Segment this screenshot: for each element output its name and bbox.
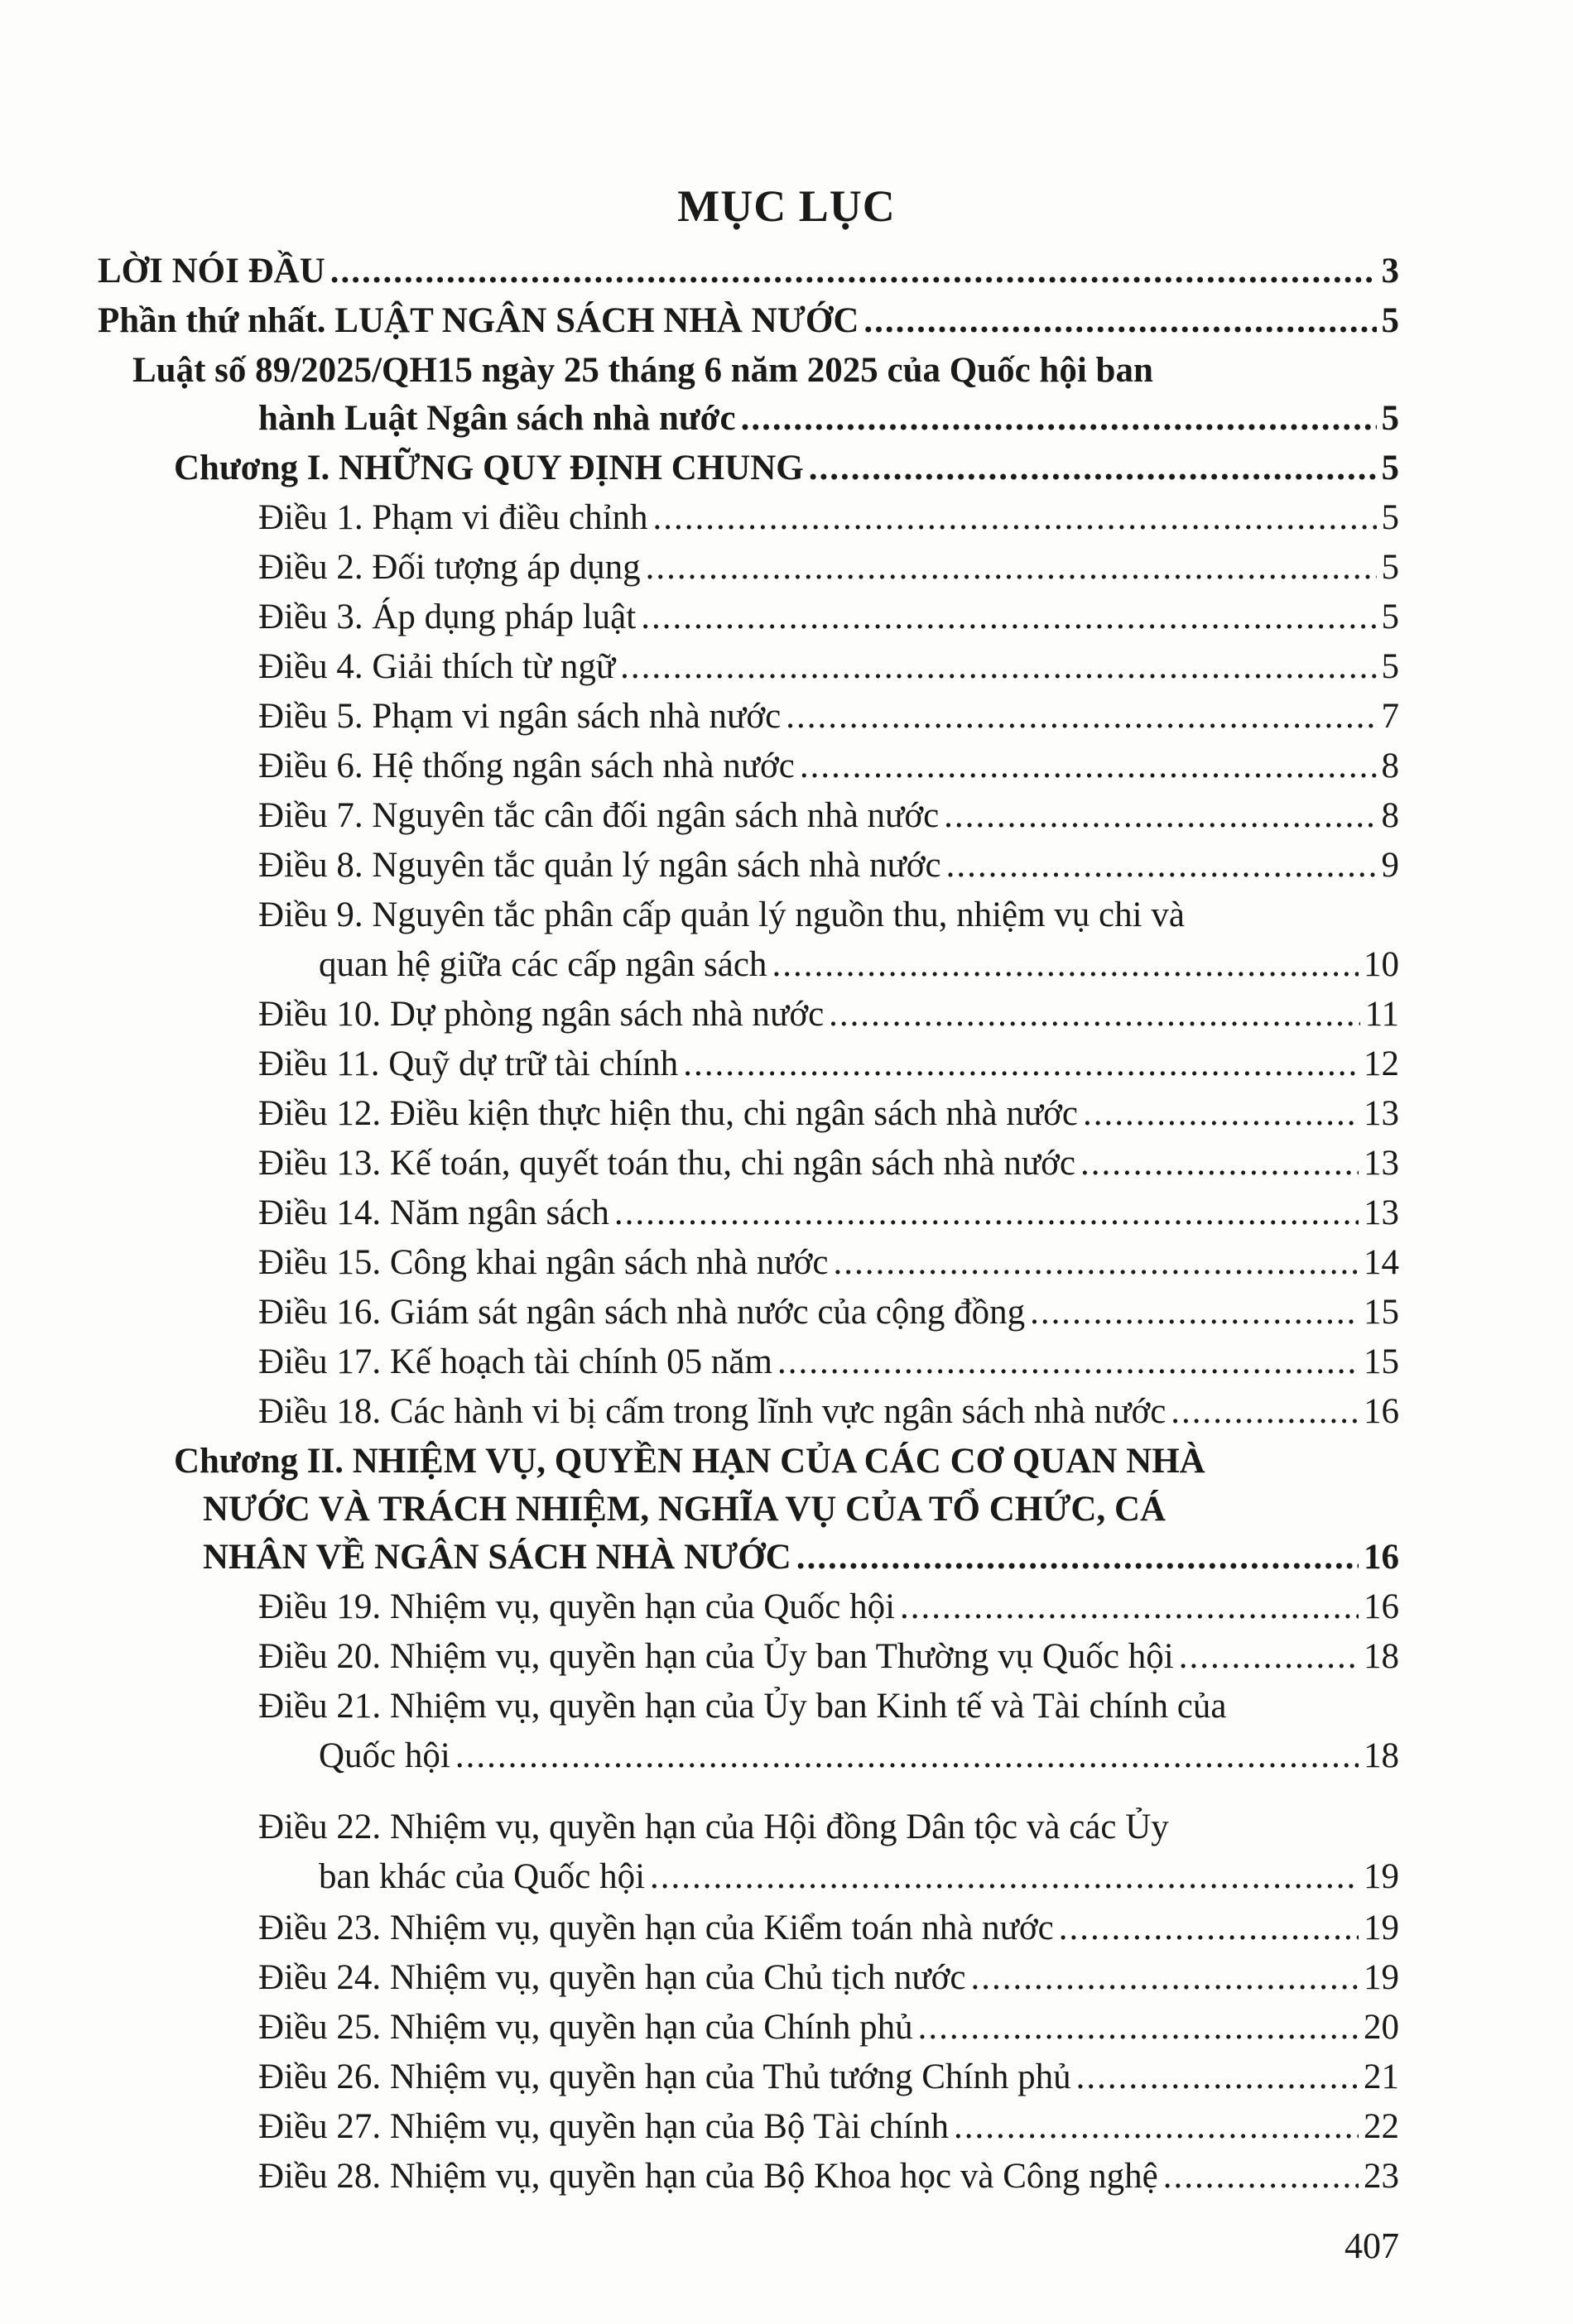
leader-dots <box>954 2104 1359 2150</box>
toc-entry-page: 18 <box>1364 1736 1399 1775</box>
toc-entry-chapter-2-line1: Chương II. NHIỆM VỤ, QUYỀN HẠN CỦA CÁC CƠ QUAN NHÀ <box>174 1442 1205 1481</box>
toc-entry-law-line1: Luật số 89/2025/QH15 ngày 25 tháng 6 năm 2025 của Quốc hội ban <box>132 351 1153 390</box>
leader-dots <box>330 248 1377 295</box>
toc-entry-text: quan hệ giữa các cấp ngân sách <box>319 945 767 984</box>
toc-entry-page: 5 <box>1381 399 1399 438</box>
toc-entry-text: Điều 18. Các hành vi bị cấm trong lĩnh vực ngân sách nhà nước <box>258 1392 1167 1431</box>
toc-entry-text: Điều 17. Kế hoạch tài chính 05 năm <box>258 1342 772 1381</box>
toc-entry-page: 8 <box>1381 796 1399 835</box>
toc-entry-article-28 <box>258 2154 1399 2200</box>
toc-entry-page: 5 <box>1381 598 1399 636</box>
toc-entry-page: 13 <box>1364 1193 1399 1232</box>
leader-dots <box>946 843 1377 889</box>
leader-dots <box>772 942 1359 988</box>
toc-entry-page: 7 <box>1381 697 1399 736</box>
leader-dots <box>971 1955 1359 2001</box>
toc-entry-text: LỜI NÓI ĐẦU <box>98 252 325 290</box>
leader-dots <box>1030 1289 1359 1336</box>
toc-entry-text: hành Luật Ngân sách nhà nước <box>258 399 736 438</box>
toc-entry-page: 14 <box>1364 1243 1399 1282</box>
toc-entry-text: Điều 13. Kế toán, quyết toán thu, chi ngân sách nhà nước <box>258 1144 1076 1183</box>
toc-entry-text: Điều 23. Nhiệm vụ, quyền hạn của Kiểm toán nhà nước <box>258 1909 1054 1947</box>
toc-entry-article-3 <box>258 594 1399 641</box>
leader-dots <box>786 694 1376 740</box>
toc-entry-text: Phần thứ nhất. LUẬT NGÂN SÁCH NHÀ NƯỚC <box>98 301 859 340</box>
toc-entry-page: 21 <box>1364 2058 1399 2096</box>
toc-entry-article-4 <box>258 644 1399 690</box>
toc-entry-page: 5 <box>1381 647 1399 686</box>
toc-entry-article-19 <box>258 1584 1399 1630</box>
toc-entry-chapter-2-line2: NƯỚC VÀ TRÁCH NHIỆM, NGHĨA VỤ CỦA TỔ CHỨC, CÁ <box>203 1490 1167 1529</box>
leader-dots <box>641 594 1376 641</box>
toc-entry-preface <box>98 248 1399 295</box>
toc-entry-article-22-line1: Điều 22. Nhiệm vụ, quyền hạn của Hội đồng Dân tộc và các Ủy <box>258 1808 1169 1846</box>
toc-entry-text: Điều 19. Nhiệm vụ, quyền hạn của Quốc hội <box>258 1587 896 1626</box>
toc-entry-text: Điều 1. Phạm vi điều chỉnh <box>258 498 648 537</box>
leader-dots <box>809 445 1377 492</box>
toc-entry-page: 23 <box>1364 2157 1399 2196</box>
leader-dots <box>944 793 1376 839</box>
toc-entry-page: 13 <box>1364 1094 1399 1133</box>
toc-entry-article-1 <box>258 495 1399 541</box>
toc-entry-page: 15 <box>1364 1342 1399 1381</box>
toc-entry-page: 16 <box>1364 1587 1399 1626</box>
toc-entry-page: 16 <box>1364 1538 1399 1577</box>
toc-entry-page: 5 <box>1381 548 1399 587</box>
toc-entry-article-16 <box>258 1289 1399 1336</box>
toc-entry-text: Điều 26. Nhiệm vụ, quyền hạn của Thủ tướng Chính phủ <box>258 2058 1071 2096</box>
toc-entry-text: Điều 7. Nguyên tắc cân đối ngân sách nhà nước <box>258 796 940 835</box>
toc-entry-article-9 <box>319 942 1399 988</box>
toc-entry-article-10 <box>258 992 1399 1038</box>
toc-entry-page: 5 <box>1381 498 1399 537</box>
toc-entry-article-5 <box>258 694 1399 740</box>
toc-entry-article-13 <box>258 1140 1399 1187</box>
toc-entry-page: 19 <box>1364 1958 1399 1997</box>
toc-entry-text: Điều 28. Nhiệm vụ, quyền hạn của Bộ Khoa học và Công nghệ <box>258 2157 1158 2196</box>
toc-entry-article-7 <box>258 793 1399 839</box>
toc-entry-part-one <box>98 298 1399 344</box>
toc-entry-article-27 <box>258 2104 1399 2150</box>
toc-entry-page: 20 <box>1364 2008 1399 2047</box>
leader-dots <box>1171 1389 1359 1435</box>
toc-entry-chapter-1 <box>174 445 1399 492</box>
leader-dots <box>1059 1905 1359 1952</box>
leader-dots <box>683 1041 1359 1088</box>
toc-entry-page: 18 <box>1364 1637 1399 1676</box>
leader-dots <box>741 396 1377 442</box>
toc-entry-text: Chương I. NHỮNG QUY ĐỊNH CHUNG <box>174 449 804 487</box>
toc-entry-article-11 <box>258 1041 1399 1088</box>
toc-entry-page: 9 <box>1381 846 1399 885</box>
toc-entry-page: 11 <box>1364 995 1399 1034</box>
toc-entry-text: Điều 4. Giải thích từ ngữ <box>258 647 616 686</box>
toc-entry-text: Quốc hội <box>319 1736 450 1775</box>
toc-entry-page: 8 <box>1381 747 1399 785</box>
toc-entry-page: 19 <box>1364 1857 1399 1896</box>
toc-entry-article-15 <box>258 1240 1399 1286</box>
toc-entry-article-2 <box>258 545 1399 591</box>
toc-entry-text: Điều 16. Giám sát ngân sách nhà nước của cộng đồng <box>258 1293 1026 1332</box>
toc-entry-law <box>258 396 1399 442</box>
toc-entry-page: 12 <box>1364 1044 1399 1083</box>
leader-dots <box>1083 1091 1359 1137</box>
toc-entry-text: Điều 27. Nhiệm vụ, quyền hạn của Bộ Tài chính <box>258 2107 949 2146</box>
toc-entry-article-22 <box>319 1854 1399 1900</box>
toc-entry-article-24 <box>258 1955 1399 2001</box>
leader-dots <box>650 1854 1359 1900</box>
leader-dots <box>800 743 1377 790</box>
leader-dots <box>918 2005 1359 2051</box>
leader-dots <box>1076 2054 1359 2101</box>
toc-entry-article-26 <box>258 2054 1399 2101</box>
toc-entry-article-17 <box>258 1339 1399 1385</box>
toc-entry-page: 13 <box>1364 1144 1399 1183</box>
toc-entry-text: Điều 10. Dự phòng ngân sách nhà nước <box>258 995 825 1034</box>
toc-entry-article-12 <box>258 1091 1399 1137</box>
toc-entry-article-8 <box>258 843 1399 889</box>
toc-entry-page: 10 <box>1364 945 1399 984</box>
toc-entry-text: Điều 2. Đối tượng áp dụng <box>258 548 641 587</box>
toc-entry-page: 19 <box>1364 1909 1399 1947</box>
leader-dots <box>1163 2154 1359 2200</box>
toc-entry-text: NHÂN VỀ NGÂN SÁCH NHÀ NƯỚC <box>203 1538 791 1577</box>
toc-entry-text: Điều 8. Nguyên tắc quản lý ngân sách nhà nước <box>258 846 941 885</box>
toc-entry-text: Điều 6. Hệ thống ngân sách nhà nước <box>258 747 795 785</box>
toc-entry-text: Điều 25. Nhiệm vụ, quyền hạn của Chính phủ <box>258 2008 913 2047</box>
page-title: MỤC LỤC <box>677 181 896 231</box>
toc-entry-text: Điều 5. Phạm vi ngân sách nhà nước <box>258 697 782 736</box>
toc-entry-article-21-line1: Điều 21. Nhiệm vụ, quyền hạn của Ủy ban Kinh tế và Tài chính của <box>258 1687 1227 1726</box>
leader-dots <box>796 1534 1359 1581</box>
leader-dots <box>620 644 1376 690</box>
page-number: 407 <box>1345 2226 1399 2266</box>
toc-entry-article-20 <box>258 1634 1399 1680</box>
toc-entry-text: Điều 3. Áp dụng pháp luật <box>258 598 637 636</box>
leader-dots <box>653 495 1377 541</box>
leader-dots <box>646 545 1377 591</box>
toc-entry-text: Điều 14. Năm ngân sách <box>258 1193 609 1232</box>
leader-dots <box>900 1584 1359 1630</box>
toc-entry-page: 5 <box>1381 449 1399 487</box>
toc-entry-text: Điều 12. Điều kiện thực hiện thu, chi ngân sách nhà nước <box>258 1094 1079 1133</box>
toc-entry-page: 22 <box>1364 2107 1399 2146</box>
toc-entry-text: Điều 11. Quỹ dự trữ tài chính <box>258 1044 679 1083</box>
toc-entry-page: 5 <box>1381 301 1399 340</box>
leader-dots <box>1179 1634 1359 1680</box>
toc-entry-text: Điều 15. Công khai ngân sách nhà nước <box>258 1243 829 1282</box>
leader-dots <box>863 298 1376 344</box>
toc-entry-text: Điều 24. Nhiệm vụ, quyền hạn của Chủ tịch nước <box>258 1958 966 1997</box>
toc-entry-page: 3 <box>1381 252 1399 290</box>
toc-entry-article-23 <box>258 1905 1399 1952</box>
leader-dots <box>829 992 1359 1038</box>
leader-dots <box>1080 1140 1359 1187</box>
leader-dots <box>777 1339 1359 1385</box>
toc-entry-text: Điều 20. Nhiệm vụ, quyền hạn của Ủy ban Thường vụ Quốc hội <box>258 1637 1174 1676</box>
toc-entry-article-9-line1: Điều 9. Nguyên tắc phân cấp quản lý nguồn thu, nhiệm vụ chi và <box>258 896 1185 934</box>
leader-dots <box>834 1240 1359 1286</box>
toc-entry-chapter-2 <box>203 1534 1399 1581</box>
toc-entry-page: 16 <box>1364 1392 1399 1431</box>
toc-entry-article-18 <box>258 1389 1399 1435</box>
leader-dots <box>614 1190 1359 1236</box>
toc-entry-text: ban khác của Quốc hội <box>319 1857 646 1896</box>
toc-entry-article-6 <box>258 743 1399 790</box>
toc-entry-page: 15 <box>1364 1293 1399 1332</box>
leader-dots <box>455 1733 1359 1779</box>
toc-entry-article-25 <box>258 2005 1399 2051</box>
toc-entry-article-14 <box>258 1190 1399 1236</box>
toc-entry-article-21 <box>319 1733 1399 1779</box>
